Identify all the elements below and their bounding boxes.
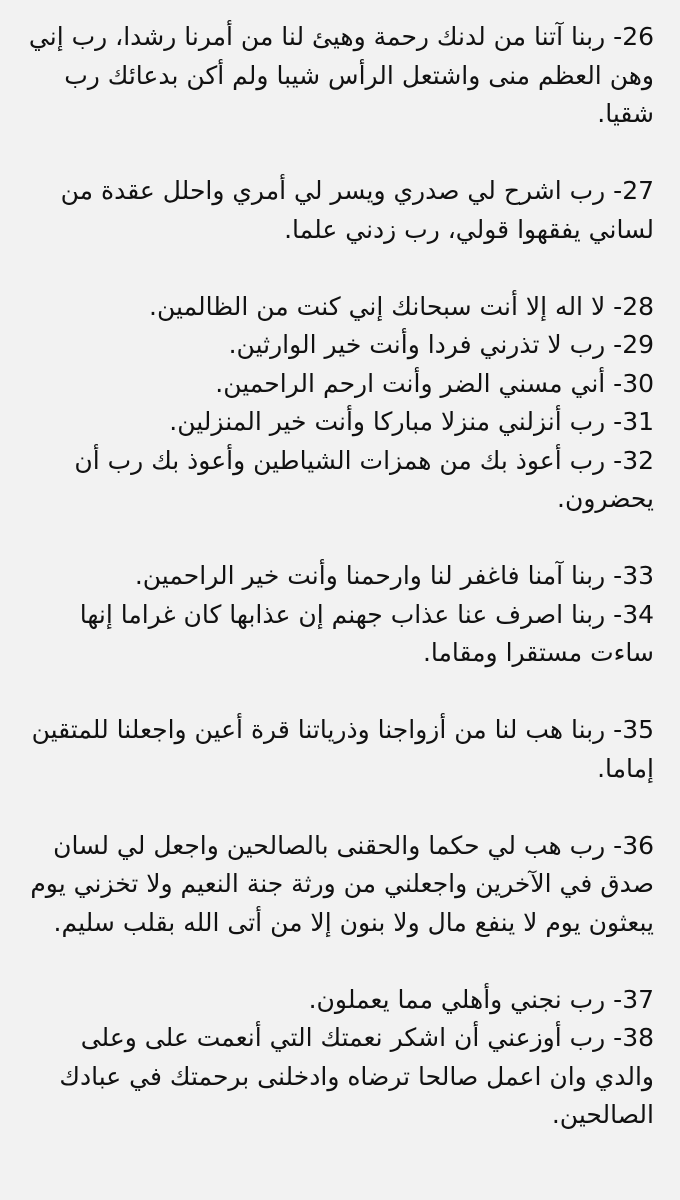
paragraph-gap (26, 519, 654, 558)
dua-item-34: 34- ربنا اصرف عنا عذاب جهنم إن عذابها كان غراما إنها ساءت مستقرا ومقاما. (79, 599, 654, 667)
dua-item-31: 31- رب أنزلني منزلا مباركا وأنت خير المنزلين. (169, 407, 654, 436)
dua-item-33: 33- ربنا آمنا فاغفر لنا وارحمنا وأنت خير الراحمين. (134, 561, 654, 590)
paragraph-gap (26, 249, 654, 288)
dua-item-27: 27- رب اشرح لي صدري ويسر لي أمري واحلل عقدة من لساني يفقهوا قولي، رب زدني علما. (60, 176, 654, 244)
dua-item-36: 36- رب هب لي حكما والحقنى بالصالحين واجعل لي لسان صدق في الآخرين واجعلني من ورثة جنة النعيم ولا تخزني يوم يبعثون يوم لا ينفع مال ولا بنون إلا من أتى الله بقلب سليم. (30, 830, 654, 937)
note-body[interactable] (26, 18, 654, 1135)
dua-item-26: 26- ربنا آتنا من لدنك رحمة وهيئ لنا من أمرنا رشدا، رب إني وهن العظم منى واشتعل الرأس شيبا ولم أكن بدعائك رب شقيا. (28, 22, 654, 128)
dua-item-29: 29- رب لا تذرني فردا وأنت خير الوارثين. (228, 330, 654, 359)
dua-item-32: 32- رب أعوذ بك من همزات الشياطين وأعوذ بك رب أن يحضرون. (74, 445, 654, 513)
dua-item-38: 38- رب أوزعني أن اشكر نعمتك التي أنعمت على وعلى والدي وان اعمل صالحا ترضاه وادخلنى برحمتك في عبادك الصالحين. (59, 1023, 654, 1129)
dua-item-30: 30- أني مسني الضر وأنت ارحم الراحمين. (215, 368, 654, 398)
dua-item-35: 35- ربنا هب لنا من أزواجنا وذرياتنا قرة أعين واجعلنا للمتقين إماما. (31, 715, 654, 783)
paragraph-gap (26, 673, 654, 712)
paragraph-gap (26, 134, 654, 173)
dua-item-37: 37- رب نجني وأهلي مما يعملون. (308, 984, 654, 1014)
dua-item-28: 28- لا اله إلا أنت سبحانك إني كنت من الظالمين. (149, 291, 654, 321)
paragraph-gap (26, 788, 654, 827)
paragraph-gap (26, 942, 654, 981)
